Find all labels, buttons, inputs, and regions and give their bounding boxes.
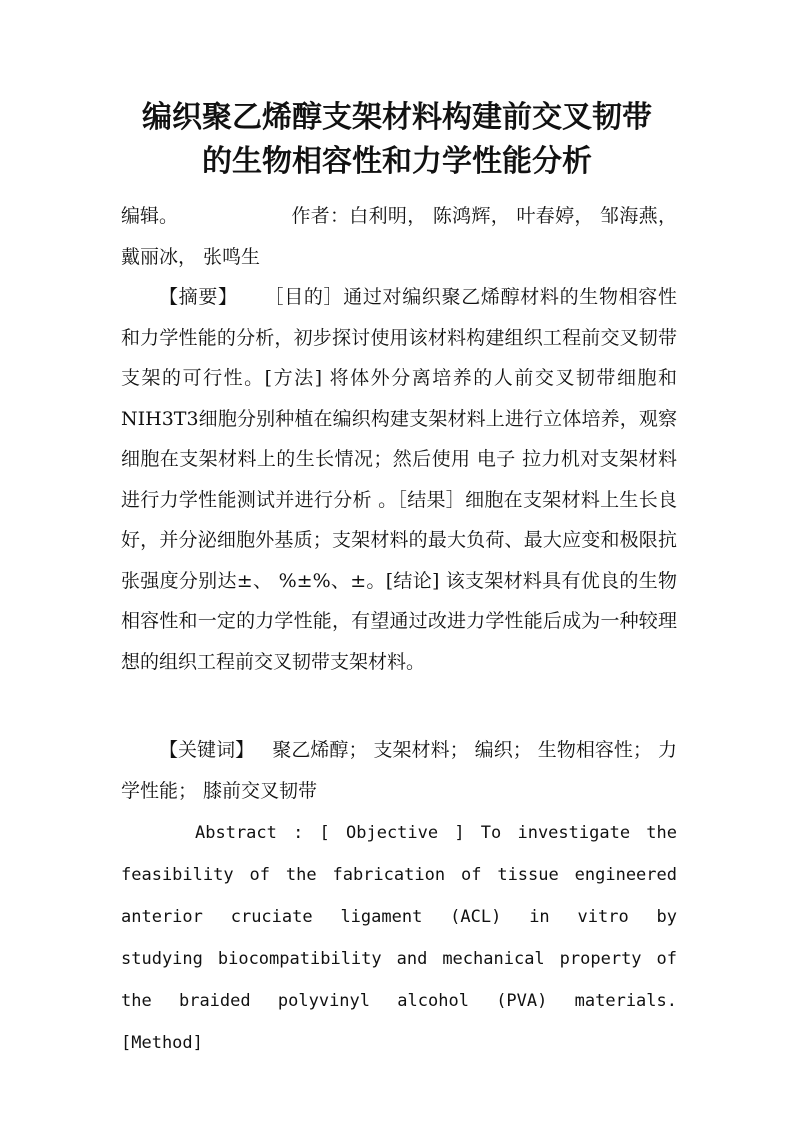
title-line-1: 编织聚乙烯醇支架材料构建前交叉韧带 <box>142 100 652 135</box>
author-line <box>121 196 677 277</box>
english-abstract: Abstract : [ Objective ] To investigate the feasibility of the fabrication of tissue engineered anterior cruciate ligament (ACL) in vitro by studying biocompatibility and mechanical property of the braided polyvinyl alcohol (PVA) materials. [Method] <box>121 823 677 1053</box>
keywords-text: 聚乙烯醇； 支架材料； 编织； 生物相容性； 力学性能； 膝前交叉韧带 <box>121 739 677 802</box>
title-line-2: 的生物相容性和力学性能分析 <box>202 144 592 179</box>
keywords-label: 【关键词】 <box>159 739 255 761</box>
document-title <box>100 96 694 184</box>
chinese-abstract <box>121 277 677 682</box>
abstract-label: 【摘要】 <box>159 286 238 308</box>
keywords-paragraph <box>121 730 677 811</box>
abstract-text: ［目的］通过对编织聚乙烯醇材料的生物相容性和力学性能的分析，初步探讨使用该材料构建组织工程前交叉韧带支架的可行性。[方法] 将体外分离培养的人前交叉韧带细胞和NIH3T3细胞分别种植在编织构建支架材料上进行立体培养，观察细胞在支架材料上的生长情况；然后使用 电子 拉力机对支架材料进行力学性能测试并进行分析 。［结果］细胞在支架材料上生长良好，并分泌细胞外基质；支架材料的最大负荷、最大应变和极限抗张强度分别达±、 %±%、±。[结论] 该支架材料具有优良的生物相容性和一定的力学性能，有望通过改进力学性能后成为一种较理想的组织工程前交叉韧带支架材料。 <box>121 286 677 673</box>
editor-label: 编辑。 <box>121 205 179 227</box>
author-list: 作者：白利明， 陈鸿辉， 叶春婷， 邹海燕， 戴丽冰， 张鸣生 <box>121 205 677 268</box>
